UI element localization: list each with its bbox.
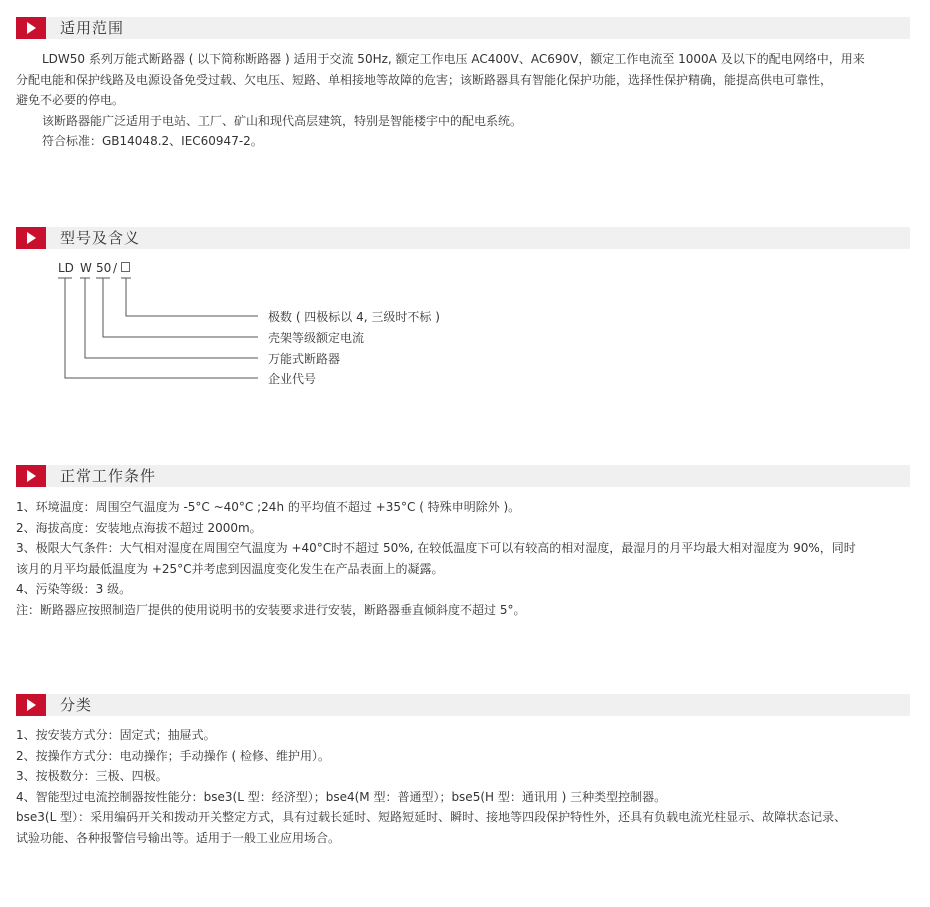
- list-item: 1、按安装方式分：固定式；抽屉式。: [16, 728, 216, 742]
- list-item: 3、按极数分：三极、四极。: [16, 769, 168, 783]
- section-header-conditions: [16, 465, 910, 487]
- list-item: 试验功能、各种报警信号输出等。适用于一般工业应用场合。: [16, 830, 341, 845]
- model-code-current: 50: [96, 261, 112, 275]
- list-item: bse3(L 型）：采用编码开关和拨动开关整定方式，具有过载长延时、短路短延时、瞬时、接地等四段保护特性外，还具有负载电流光柱显示、故障状态记录、: [16, 810, 847, 824]
- section-title: 型号及含义: [60, 229, 141, 247]
- model-code-type: W: [80, 261, 92, 275]
- model-code-company: LD: [58, 261, 74, 275]
- list-item: 2、海拔高度：安装地点海拔不超过 2000m。: [16, 520, 262, 535]
- list-item-note: 注：断路器应按照制造厂提供的使用说明书的安装要求进行安装，断路器垂直倾斜度不超过 5°。: [16, 602, 526, 617]
- list-item: 1、环境温度：周围空气温度为 -5°C ~40°C ;24h 的平均值不超过 +35°C ( 特殊申明除外 )。: [16, 500, 521, 514]
- model-label-poles: 极数 ( 四极标以 4, 三级时不标 ): [268, 310, 440, 324]
- list-item: 4、智能型过电流控制器按性能分：bse3(L 型：经济型）；bse4(M 型：普通型）；bse5(H 型：通讯用 ) 三种类型控制器。: [16, 789, 667, 804]
- section-title: 正常工作条件: [60, 467, 157, 485]
- scope-line: LDW50 系列万能式断路器 ( 以下简称断路器 ) 适用于交流 50Hz, 额定工作电压 AC400V、AC690V，额定工作电流至 1000A 及以下的配电网络中，用来: [42, 52, 865, 66]
- section-title: 适用范围: [60, 19, 125, 37]
- section-title: 分类: [60, 696, 93, 714]
- conditions-list: [16, 497, 916, 620]
- list-item: 4、污染等级：3 级。: [16, 582, 132, 596]
- classification-list: [16, 725, 916, 848]
- model-label-frame-current: 壳架等级额定电流: [268, 331, 365, 345]
- play-arrow-icon: [16, 465, 46, 487]
- model-label-breaker-type: 万能式断路器: [268, 352, 341, 366]
- list-item: 3、极限大气条件：大气相对湿度在周围空气温度为 +40°C时不超过 50%, 在较低温度下可以有较高的相对湿度，最湿月的月平均最大相对湿度为 90%，同时: [16, 541, 856, 555]
- scope-line: 符合标准：GB14048.2、IEC60947-2。: [42, 134, 263, 148]
- model-label-company-code: 企业代号: [268, 372, 317, 386]
- model-code-separator: /: [113, 261, 118, 275]
- play-arrow-icon: [16, 694, 46, 716]
- scope-line: 分配电能和保护线路及电源设备免受过载、欠电压、短路、单相接地等故障的危害；该断路器具有智能化保护功能，选择性保护精确，能提高供电可靠性，: [16, 72, 833, 87]
- list-item: 2、按操作方式分：电动操作；手动操作 ( 检修、维护用）。: [16, 748, 330, 763]
- scope-line: 避免不必要的停电。: [16, 93, 125, 107]
- section-header-classification: [16, 694, 910, 716]
- scope-line: 该断路器能广泛适用于电站、工厂、矿山和现代高层建筑，特别是智能楼宇中的配电系统。: [42, 113, 523, 128]
- list-item: 该月的月平均最低温度为 +25°C并考虑到因温度变化发生在产品表面上的凝露。: [16, 561, 444, 576]
